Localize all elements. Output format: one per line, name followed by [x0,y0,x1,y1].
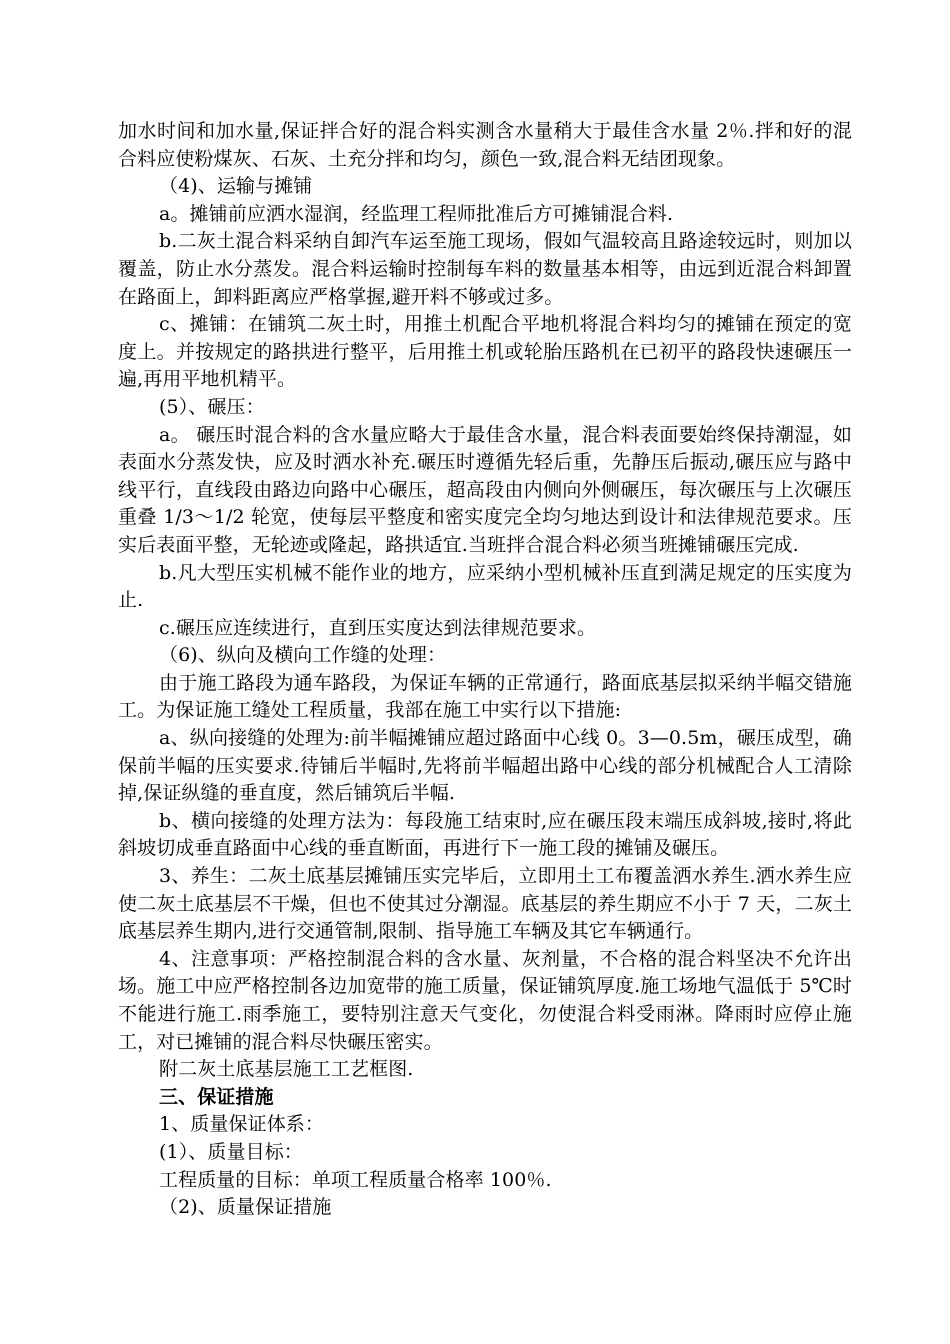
subsection-joints: （6)、纵向及横向工作缝的处理： [159,644,447,667]
document-body [118,118,852,1222]
paragraph-joints-a: a、纵向接缝的处理为:前半幅摊铺应超过路面中心线 0。3—0.5m，碾压成型，确保前半幅的压实要求.待铺后半幅时,先将前半幅超出路中心线的部分机械配合人工清除掉,保证纵缝的垂直度，然后铺筑后半幅. [118,727,852,805]
paragraph-quality-target: 工程质量的目标：单项工程质量合格率 100％. [159,1168,552,1191]
subsection-rolling: (5）、碾压： [159,395,265,418]
paragraph-notes: 4、注意事项：严格控制混合料的含水量、灰剂量，不合格的混合料坚决不允许出场。施工中应严格控制各边加宽带的施工质量，保证铺筑厚度.施工场地气温低于 5℃时不能进行施工.雨季施工，要特别注意天气变化，勿使混合料受雨淋。降雨时应停止施工，对已摊铺的混合料尽快碾压密实。 [118,947,852,1053]
paragraph-joints-intro: 由于施工路段为通车路段，为保证车辆的正常通行，路面底基层拟采纳半幅交错施工。为保证施工缝处工程质量，我部在施工中实行以下措施: [118,671,852,722]
paragraph-rolling-c: c.碾压应连续进行，直到压实度达到法律规范要求。 [159,616,597,639]
section-heading: 三、保证措施 [159,1085,274,1108]
paragraph-rolling-a: a。 碾压时混合料的含水量应略大于最佳含水量，混合料表面要始终保持潮湿，如表面水分蒸发快，应及时洒水补充.碾压时遵循先轻后重，先静压后振动,碾压应与路中线平行，直线段由路边向路中心碾压，超高段由内侧向外侧碾压，每次碾压与上次碾压重叠 1/3～1/2 轮宽，使每层平整度和密实度完全均匀地达到设计和法律规范要求。压实后表面平整，无轮迹或隆起，路拱适宜.当班拌合混合料必须当班摊铺碾压完成. [118,423,852,556]
paragraph-quality-target-title: (1）、质量目标： [159,1140,303,1163]
paragraph-curing: 3、养生：二灰土底基层摊铺压实完毕后，立即用土工布覆盖洒水养生.洒水养生应使二灰土底基层不干燥，但也不使其过分潮湿。底基层的养生期应不小于 7 天，二灰土底基层养生期内,进行交通管制,限制、指导施工车辆及其它车辆通行。 [118,865,852,943]
paragraph-rolling-b: b.凡大型压实机械不能作业的地方，应采纳小型机械补压直到满足规定的压实度为止. [118,561,852,612]
paragraph-joints-b: b、横向接缝的处理方法为：每段施工结束时,应在碾压段末端压成斜坡,接时,将此斜坡切成垂直路面中心线的垂直断面，再进行下一施工段的摊铺及碾压。 [118,809,852,860]
paragraph-attachment: 附二灰土底基层施工工艺框图. [159,1058,414,1081]
paragraph-quality-system: 1、质量保证体系： [159,1113,324,1136]
paragraph-quality-measures: （2)、质量保证措施 [159,1196,332,1219]
paragraph-paving-c: c、摊铺：在铺筑二灰土时，用推土机配合平地机将混合料均匀的摊铺在预定的宽度上。并按规定的路拱进行整平，后用推土机或轮胎压路机在已初平的路段快速碾压一遍,再用平地机精平。 [118,313,852,391]
paragraph-paving-b: b.二灰土混合料采纳自卸汽车运至施工现场，假如气温较高且路途较远时，则加以覆盖，防止水分蒸发。混合料运输时控制每车料的数量基本相等，由远到近混合料卸置在路面上，卸料距离应严格掌握,避开料不够或过多。 [118,230,852,308]
paragraph-paving-a: a。摊铺前应洒水湿润，经监理工程师批准后方可摊铺混合料. [159,202,674,225]
paragraph-water-time: 加水时间和加水量,保证拌合好的混合料实测含水量稍大于最佳含水量 2％.拌和好的混合料应使粉煤灰、石灰、土充分拌和均匀，颜色一致,混合料无结团现象。 [118,120,852,170]
subsection-transport-paving: （4)、运输与摊铺 [159,175,313,198]
